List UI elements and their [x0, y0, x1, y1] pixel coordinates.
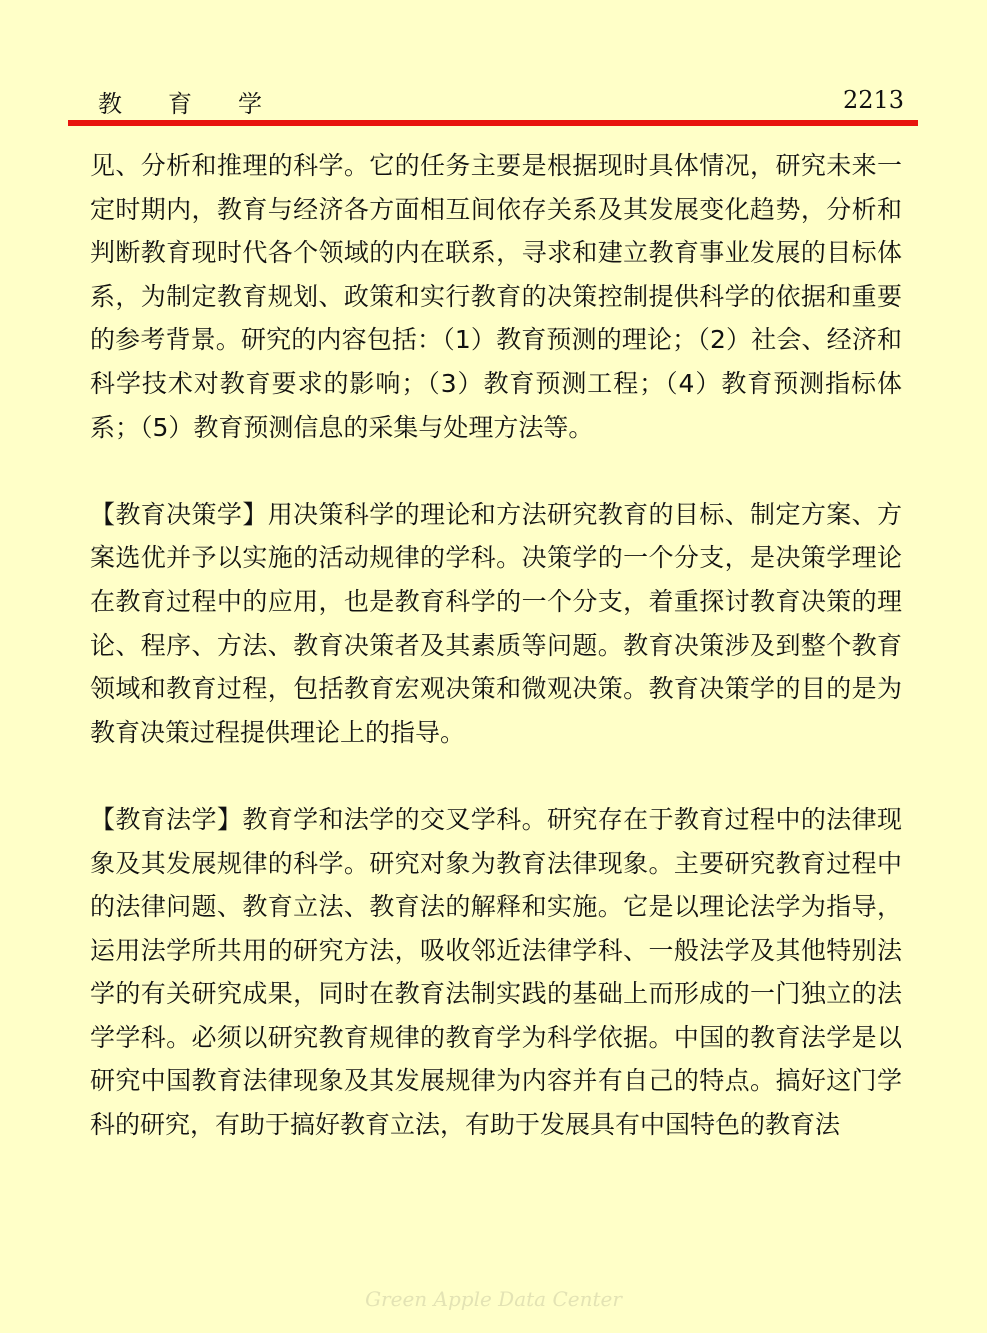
entry-education-decision-science [90, 493, 902, 755]
page-number: 2213 [843, 86, 905, 114]
entry-text: 见、分析和推理的科学。它的任务主要是根据现时具体情况，研究未来一定时期内，教育与经济各方面相互间依存关系及其发展变化趋势，分析和判断教育现时代各个领域的内在联系，寻求和建立教育事业发展的目标体系，为制定教育规划、政策和实行教育的决策控制提供科学的依据和重要的参考背景。研究的内容包括：（1）教育预测的理论；（2）社会、经济和科学技术对教育要求的影响；（3）教育预测工程；（4）教育预测指标体系；（5）教育预测信息的采集与处理方法等。 [90, 151, 902, 442]
section-title: 教育学 [98, 90, 308, 118]
header-rule [68, 120, 918, 126]
entry-education-law [90, 798, 902, 1147]
entry-heading: 【教育法学】 [90, 804, 243, 834]
watermark: Green Apple Data Center [365, 1287, 622, 1311]
paragraph-gap [90, 449, 902, 493]
page-header [0, 0, 987, 130]
page-body [90, 144, 902, 1147]
entry-text: 教育学和法学的交叉学科。研究存在于教育过程中的法律现象及其发展规律的科学。研究对象为教育法律现象。主要研究教育过程中的法律问题、教育立法、教育法的解释和实施。它是以理论法学为指导，运用法学所共用的研究方法，吸收邻近法律学科、一般法学及其他特别法学的有关研究成果，同时在教育法制实践的基础上而形成的一门独立的法学学科。必须以研究教育规律的教育学为科学依据。中国的教育法学是以研究中国教育法律现象及其发展规律为内容并有自己的特点。搞好这门学科的研究，有助于搞好教育立法，有助于发展具有中国特色的教育法 [90, 804, 902, 1140]
entry-heading: 【教育决策学】 [90, 499, 268, 529]
paragraph-gap [90, 754, 902, 798]
entry-text: 用决策科学的理论和方法研究教育的目标、制定方案、方案选优并予以实施的活动规律的学科。决策学的一个分支，是决策学理论在教育过程中的应用，也是教育科学的一个分支，着重探讨教育决策的理论、程序、方法、教育决策者及其素质等问题。教育决策涉及到整个教育领域和教育过程，包括教育宏观决策和微观决策。教育决策学的目的是为教育决策过程提供理论上的指导。 [90, 499, 902, 747]
paragraph-continued [90, 144, 902, 449]
